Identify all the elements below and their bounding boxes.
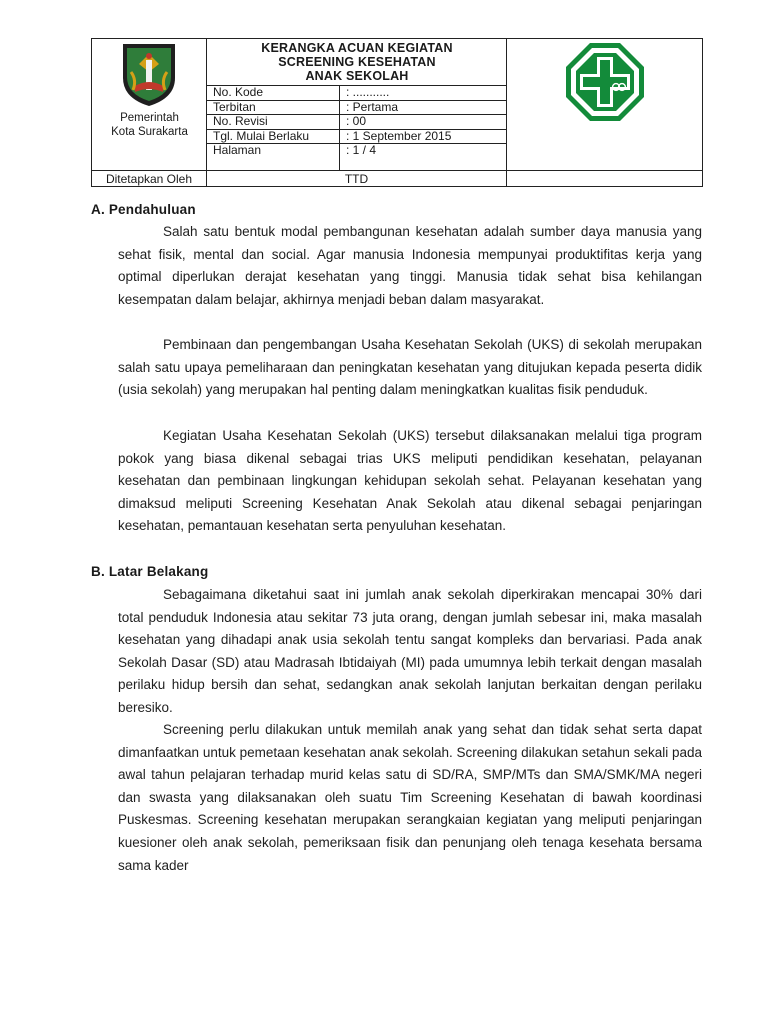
meta-label: Tgl. Mulai Berlaku <box>213 128 310 143</box>
meta-row-code <box>207 85 507 100</box>
paragraph: Kegiatan Usaha Kesehatan Sekolah (UKS) tersebut dilaksanakan melalui tiga program pokok yang biasa dikenal sebagai trias UKS meliputi pendidikan kesehatan, pelayanan kesehatan dan pembinaan lingkungan kehidupan sekolah sehat. Pelayanan kesehatan yang dimaksud meliputi Screening Kesehatan Anak Sekolah atau dikenal sebagai penjaringan kesehatan, pemantauan kesehatan serta penyuluhan kesehatan. <box>118 428 702 534</box>
meta-row-effective-date <box>207 129 507 144</box>
document-title <box>207 41 507 83</box>
government-city: Kota Surakarta <box>111 126 188 138</box>
title-line-3: ANAK SEKOLAH <box>305 69 409 83</box>
government-name: Pemerintah <box>120 112 179 124</box>
paragraph: Screening perlu dilakukan untuk memilah anak yang sehat dan tidak sehat serta dapat dimanfaatkan untuk pemetaan kesehatan anak sekolah. Screening dilakukan setahun sekali pada awal tahun pelajaran terhadap murid kelas satu di SD/RA, SMP/MTs dan SMA/SMK/MA negeri dan swasta yang dilaksanakan oleh suatu Tim Screening Kesehatan di bawah koordinasi Puskesmas. Screening kesehatan merupakan serangkaian kegiatan yang meliputi penjaringan kuesioner oleh anak sekolah, pemeriksaan fisik dan penunjang oleh tenaga kesehata bersama sama kader <box>118 722 702 873</box>
paragraph: Salah satu bentuk modal pembangunan kesehatan adalah sumber daya manusia yang sehat fisik, mental dan social. Agar manusia Indonesia mempunyai produktifitas kerja yang optimal diperlukan derajat kesehatan yang tinggi. Manusia tidak sehat bisa kehilangan kesempatan dalam belajar, akhirnya menjadi beban dalam masyarakat. <box>118 224 702 307</box>
meta-label: Halaman <box>213 143 262 157</box>
approval-row <box>92 170 702 187</box>
meta-value: : Pertama <box>346 99 399 114</box>
meta-row-edition <box>207 100 507 115</box>
meta-value: : 1 / 4 <box>346 143 377 157</box>
meta-value: : 00 <box>346 114 367 128</box>
meta-row-revision <box>207 114 507 129</box>
meta-row-page <box>207 143 507 158</box>
title-cell <box>207 39 507 170</box>
puskesmas-cross-icon <box>564 41 646 123</box>
meta-label: No. Kode <box>213 85 264 99</box>
meta-label: No. Revisi <box>213 114 268 128</box>
government-cell <box>92 39 207 170</box>
paragraph: Sebagaimana diketahui saat ini jumlah anak sekolah diperkirakan mencapai 30% dari total penduduk Indonesia atau sekitar 73 juta orang, dengan jumlah sebesar ini, maka masalah kesehatan yang dihadapi anak usia sekolah tentu sangat kompleks dan bervariasi. Pada anak Sekolah Dasar (SD) atau Madrasah Ibtidaiyah (MI) pada umumnya lebih terkait dengan masalah perilaku hidup bersih dan sehat, sedangkan anak sekolah lanjutan berkaitan dengan perilaku beresiko. <box>118 587 702 715</box>
approval-label: Ditetapkan Oleh <box>92 171 207 187</box>
section-heading-pendahuluan: A. Pendahuluan <box>91 202 196 217</box>
surakarta-city-emblem-icon <box>117 42 181 108</box>
meta-label: Terbitan <box>213 99 256 114</box>
meta-value: : 1 September 2015 <box>346 128 452 143</box>
title-line-1: KERANGKA ACUAN KEGIATAN <box>261 41 453 55</box>
approval-value: TTD <box>207 171 507 187</box>
paragraph: Pembinaan dan pengembangan Usaha Kesehatan Sekolah (UKS) di sekolah merupakan salah satu upaya pemeliharaan dan peningkatan kesehatan yang ditujukan kepada peserta didik (usia sekolah) yang merupakan hal penting dalam meningkatkan kualitas fisik penduduk. <box>118 337 702 398</box>
document-header-table <box>91 38 703 187</box>
health-emblem-cell <box>507 39 702 170</box>
meta-value: : ........... <box>346 85 390 99</box>
section-heading-latar-belakang: B. Latar Belakang <box>91 564 209 579</box>
title-line-2: SCREENING KESEHATAN <box>278 55 436 69</box>
